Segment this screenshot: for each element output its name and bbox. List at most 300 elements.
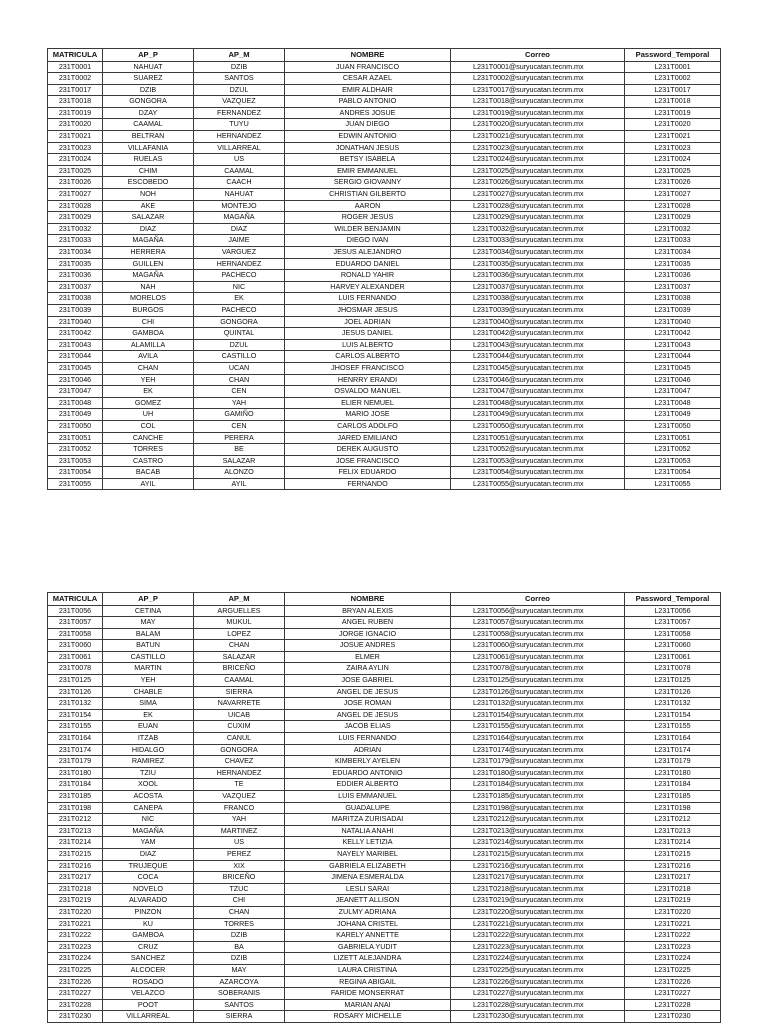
table-row	[48, 848, 721, 860]
cell-password: L231T0047	[625, 386, 721, 398]
table-row	[48, 663, 721, 675]
cell-matricula: 231T0214	[48, 837, 103, 849]
cell-ap-m: DIAZ	[194, 223, 285, 235]
table-row	[48, 640, 721, 652]
cell-ap-m: CHAN	[194, 374, 285, 386]
cell-ap-m: LOPEZ	[194, 628, 285, 640]
cell-ap-m: BRICEÑO	[194, 663, 285, 675]
cell-ap-m: SALAZAR	[194, 455, 285, 467]
cell-nombre: KARELY ANNETTE	[285, 930, 451, 942]
cell-ap-p: ACOSTA	[103, 791, 194, 803]
cell-ap-p: YEH	[103, 675, 194, 687]
cell-password: L231T0037	[625, 281, 721, 293]
table-row	[48, 119, 721, 131]
cell-matricula: 231T0226	[48, 976, 103, 988]
cell-ap-p: VILLARREAL	[103, 1011, 194, 1023]
cell-password: L231T0213	[625, 825, 721, 837]
cell-password: L231T0020	[625, 119, 721, 131]
cell-ap-p: AYIL	[103, 478, 194, 490]
cell-ap-p: CAAMAL	[103, 119, 194, 131]
cell-password: L231T0038	[625, 293, 721, 305]
cell-ap-m: MARTINEZ	[194, 825, 285, 837]
cell-ap-p: BACAB	[103, 467, 194, 479]
header-nombre: NOMBRE	[285, 593, 451, 606]
cell-nombre: EDUARDO ANTONIO	[285, 767, 451, 779]
table-row	[48, 651, 721, 663]
cell-password: L231T0029	[625, 212, 721, 224]
cell-ap-m: MAY	[194, 964, 285, 976]
cell-ap-p: NAHUAT	[103, 61, 194, 73]
cell-nombre: NAYELY MARIBEL	[285, 848, 451, 860]
cell-ap-p: SUAREZ	[103, 73, 194, 85]
cell-matricula: 231T0180	[48, 767, 103, 779]
cell-correo: L231T0198@suryucatan.tecnm.mx	[451, 802, 625, 814]
cell-ap-m: DZIB	[194, 930, 285, 942]
cell-ap-p: NIC	[103, 814, 194, 826]
table-row	[48, 883, 721, 895]
cell-nombre: BRYAN ALEXIS	[285, 605, 451, 617]
header-correo: Correo	[451, 593, 625, 606]
cell-nombre: CARLOS ALBERTO	[285, 351, 451, 363]
table-row	[48, 767, 721, 779]
cell-password: L231T0045	[625, 362, 721, 374]
cell-correo: L231T0230@suryucatan.tecnm.mx	[451, 1011, 625, 1023]
cell-correo: L231T0228@suryucatan.tecnm.mx	[451, 999, 625, 1011]
table-row	[48, 918, 721, 930]
table-row	[48, 374, 721, 386]
cell-nombre: LESLI SARAI	[285, 883, 451, 895]
cell-correo: L231T0026@suryucatan.tecnm.mx	[451, 177, 625, 189]
header-ap-m: AP_M	[194, 593, 285, 606]
cell-ap-p: CHABLE	[103, 686, 194, 698]
cell-ap-m: VARGUEZ	[194, 247, 285, 259]
cell-nombre: JUAN DIEGO	[285, 119, 451, 131]
cell-password: L231T0164	[625, 733, 721, 745]
cell-nombre: HARVEY ALEXANDER	[285, 281, 451, 293]
cell-correo: L231T0214@suryucatan.tecnm.mx	[451, 837, 625, 849]
table-row	[48, 386, 721, 398]
cell-ap-p: NOVELO	[103, 883, 194, 895]
cell-matricula: 231T0125	[48, 675, 103, 687]
cell-password: L231T0042	[625, 328, 721, 340]
cell-matricula: 231T0222	[48, 930, 103, 942]
cell-nombre: JONATHAN JESUS	[285, 142, 451, 154]
table-row	[48, 756, 721, 768]
cell-ap-m: PACHECO	[194, 304, 285, 316]
cell-correo: L231T0028@suryucatan.tecnm.mx	[451, 200, 625, 212]
table-row	[48, 304, 721, 316]
cell-ap-p: COL	[103, 420, 194, 432]
cell-password: L231T0225	[625, 964, 721, 976]
student-table-2	[47, 592, 721, 1023]
cell-nombre: ANDRES JOSUE	[285, 107, 451, 119]
cell-ap-m: PACHECO	[194, 270, 285, 282]
cell-correo: L231T0126@suryucatan.tecnm.mx	[451, 686, 625, 698]
header-ap-p: AP_P	[103, 593, 194, 606]
cell-matricula: 231T0217	[48, 872, 103, 884]
cell-ap-m: SIERRA	[194, 1011, 285, 1023]
cell-matricula: 231T0057	[48, 617, 103, 629]
cell-password: L231T0043	[625, 339, 721, 351]
cell-nombre: JOHANA CRISTEL	[285, 918, 451, 930]
cell-ap-p: AKE	[103, 200, 194, 212]
cell-ap-p: BALAM	[103, 628, 194, 640]
cell-password: L231T0024	[625, 154, 721, 166]
cell-nombre: JOSE FRANCISCO	[285, 455, 451, 467]
table-row	[48, 444, 721, 456]
cell-matricula: 231T0078	[48, 663, 103, 675]
cell-password: L231T0035	[625, 258, 721, 270]
cell-ap-m: MAGAÑA	[194, 212, 285, 224]
cell-ap-p: NOH	[103, 189, 194, 201]
cell-matricula: 231T0060	[48, 640, 103, 652]
cell-password: L231T0223	[625, 941, 721, 953]
cell-matricula: 231T0198	[48, 802, 103, 814]
table-row	[48, 467, 721, 479]
header-password: Password_Temporal	[625, 593, 721, 606]
cell-password: L231T0221	[625, 918, 721, 930]
cell-ap-m: AZARCOYA	[194, 976, 285, 988]
cell-password: L231T0054	[625, 467, 721, 479]
cell-ap-p: HERRERA	[103, 247, 194, 259]
cell-nombre: REGINA ABIGAIL	[285, 976, 451, 988]
cell-correo: L231T0042@suryucatan.tecnm.mx	[451, 328, 625, 340]
cell-ap-m: CHAN	[194, 906, 285, 918]
cell-nombre: ROSARY MICHELLE	[285, 1011, 451, 1023]
cell-ap-m: VAZQUEZ	[194, 96, 285, 108]
cell-ap-p: CASTILLO	[103, 651, 194, 663]
cell-ap-p: PINZON	[103, 906, 194, 918]
cell-nombre: ANGEL RUBEN	[285, 617, 451, 629]
cell-ap-p: CANEPA	[103, 802, 194, 814]
cell-correo: L231T0179@suryucatan.tecnm.mx	[451, 756, 625, 768]
cell-ap-m: BA	[194, 941, 285, 953]
cell-matricula: 231T0216	[48, 860, 103, 872]
cell-password: L231T0227	[625, 988, 721, 1000]
cell-ap-m: DZUL	[194, 84, 285, 96]
table-row	[48, 1011, 721, 1023]
cell-matricula: 231T0020	[48, 119, 103, 131]
cell-nombre: EMIR ALDHAIR	[285, 84, 451, 96]
cell-matricula: 231T0218	[48, 883, 103, 895]
cell-matricula: 231T0018	[48, 96, 103, 108]
cell-nombre: PABLO ANTONIO	[285, 96, 451, 108]
cell-ap-p: ALAMILLA	[103, 339, 194, 351]
cell-password: L231T0040	[625, 316, 721, 328]
cell-ap-m: HERNANDEZ	[194, 767, 285, 779]
cell-ap-m: SOBERANIS	[194, 988, 285, 1000]
cell-ap-p: GUILLEN	[103, 258, 194, 270]
table-row	[48, 906, 721, 918]
cell-ap-p: ALVARADO	[103, 895, 194, 907]
cell-matricula: 231T0029	[48, 212, 103, 224]
cell-matricula: 231T0056	[48, 605, 103, 617]
cell-matricula: 231T0174	[48, 744, 103, 756]
cell-matricula: 231T0026	[48, 177, 103, 189]
cell-matricula: 231T0051	[48, 432, 103, 444]
cell-ap-m: NAVARRETE	[194, 698, 285, 710]
table-row	[48, 686, 721, 698]
cell-ap-m: SANTOS	[194, 999, 285, 1011]
cell-correo: L231T0213@suryucatan.tecnm.mx	[451, 825, 625, 837]
cell-nombre: LUIS FERNANDO	[285, 293, 451, 305]
cell-nombre: JEANETT ALLISON	[285, 895, 451, 907]
cell-matricula: 231T0213	[48, 825, 103, 837]
cell-matricula: 231T0035	[48, 258, 103, 270]
cell-ap-m: MUKUL	[194, 617, 285, 629]
table-row	[48, 177, 721, 189]
cell-password: L231T0132	[625, 698, 721, 710]
table-row	[48, 212, 721, 224]
cell-ap-p: ALCOCER	[103, 964, 194, 976]
cell-ap-p: ITZAB	[103, 733, 194, 745]
cell-correo: L231T0212@suryucatan.tecnm.mx	[451, 814, 625, 826]
cell-correo: L231T0034@suryucatan.tecnm.mx	[451, 247, 625, 259]
table-row	[48, 154, 721, 166]
cell-nombre: KIMBERLY AYELEN	[285, 756, 451, 768]
cell-ap-p: GAMBOA	[103, 328, 194, 340]
table-row	[48, 872, 721, 884]
header-nombre: NOMBRE	[285, 49, 451, 62]
cell-ap-p: GAMBOA	[103, 930, 194, 942]
cell-ap-m: UCAN	[194, 362, 285, 374]
cell-matricula: 231T0034	[48, 247, 103, 259]
cell-password: L231T0055	[625, 478, 721, 490]
cell-ap-m: US	[194, 837, 285, 849]
cell-password: L231T0049	[625, 409, 721, 421]
cell-correo: L231T0020@suryucatan.tecnm.mx	[451, 119, 625, 131]
cell-correo: L231T0049@suryucatan.tecnm.mx	[451, 409, 625, 421]
header-row	[48, 49, 721, 62]
table-row	[48, 976, 721, 988]
cell-ap-p: CRUZ	[103, 941, 194, 953]
table-row	[48, 351, 721, 363]
cell-correo: L231T0045@suryucatan.tecnm.mx	[451, 362, 625, 374]
cell-nombre: FELIX EDUARDO	[285, 467, 451, 479]
cell-nombre: HENRRY ERANDI	[285, 374, 451, 386]
cell-ap-m: CHAN	[194, 640, 285, 652]
cell-matricula: 231T0052	[48, 444, 103, 456]
cell-matricula: 231T0220	[48, 906, 103, 918]
cell-ap-p: TZIU	[103, 767, 194, 779]
cell-correo: L231T0057@suryucatan.tecnm.mx	[451, 617, 625, 629]
cell-password: L231T0056	[625, 605, 721, 617]
cell-ap-m: FERNANDEZ	[194, 107, 285, 119]
cell-password: L231T0050	[625, 420, 721, 432]
cell-password: L231T0025	[625, 165, 721, 177]
cell-password: L231T0021	[625, 131, 721, 143]
cell-password: L231T0051	[625, 432, 721, 444]
cell-correo: L231T0021@suryucatan.tecnm.mx	[451, 131, 625, 143]
cell-matricula: 231T0221	[48, 918, 103, 930]
cell-nombre: GABRIELA ELIZABETH	[285, 860, 451, 872]
cell-nombre: ADRIAN	[285, 744, 451, 756]
cell-ap-p: UH	[103, 409, 194, 421]
cell-matricula: 231T0225	[48, 964, 103, 976]
cell-ap-p: EUAN	[103, 721, 194, 733]
cell-ap-p: TRUJEQUE	[103, 860, 194, 872]
cell-correo: L231T0044@suryucatan.tecnm.mx	[451, 351, 625, 363]
cell-correo: L231T0017@suryucatan.tecnm.mx	[451, 84, 625, 96]
cell-correo: L231T0019@suryucatan.tecnm.mx	[451, 107, 625, 119]
cell-nombre: AARON	[285, 200, 451, 212]
table-row	[48, 281, 721, 293]
cell-ap-p: BURGOS	[103, 304, 194, 316]
cell-password: L231T0036	[625, 270, 721, 282]
table-row	[48, 478, 721, 490]
cell-correo: L231T0220@suryucatan.tecnm.mx	[451, 906, 625, 918]
table-row	[48, 988, 721, 1000]
table-row	[48, 930, 721, 942]
cell-matricula: 231T0040	[48, 316, 103, 328]
cell-matricula: 231T0230	[48, 1011, 103, 1023]
cell-ap-p: VELAZCO	[103, 988, 194, 1000]
cell-password: L231T0216	[625, 860, 721, 872]
cell-password: L231T0230	[625, 1011, 721, 1023]
cell-correo: L231T0217@suryucatan.tecnm.mx	[451, 872, 625, 884]
table-row	[48, 999, 721, 1011]
cell-nombre: JOSE GABRIEL	[285, 675, 451, 687]
cell-matricula: 231T0045	[48, 362, 103, 374]
cell-nombre: LUIS ALBERTO	[285, 339, 451, 351]
header-row	[48, 593, 721, 606]
cell-password: L231T0023	[625, 142, 721, 154]
cell-password: L231T0034	[625, 247, 721, 259]
table-row	[48, 628, 721, 640]
cell-correo: L231T0027@suryucatan.tecnm.mx	[451, 189, 625, 201]
cell-correo: L231T0039@suryucatan.tecnm.mx	[451, 304, 625, 316]
cell-ap-m: DZIB	[194, 953, 285, 965]
cell-password: L231T0001	[625, 61, 721, 73]
cell-password: L231T0026	[625, 177, 721, 189]
cell-ap-p: CANCHE	[103, 432, 194, 444]
cell-nombre: RONALD YAHIR	[285, 270, 451, 282]
cell-ap-m: VILLARREAL	[194, 142, 285, 154]
cell-matricula: 231T0038	[48, 293, 103, 305]
cell-matricula: 231T0032	[48, 223, 103, 235]
cell-correo: L231T0058@suryucatan.tecnm.mx	[451, 628, 625, 640]
cell-matricula: 231T0028	[48, 200, 103, 212]
cell-ap-p: CHAN	[103, 362, 194, 374]
cell-ap-m: JAIME	[194, 235, 285, 247]
table-row	[48, 107, 721, 119]
cell-password: L231T0154	[625, 709, 721, 721]
cell-ap-p: COCA	[103, 872, 194, 884]
cell-matricula: 231T0054	[48, 467, 103, 479]
cell-matricula: 231T0037	[48, 281, 103, 293]
header-matricula: MATRICULA	[48, 49, 103, 62]
cell-ap-p: VILLAFANIA	[103, 142, 194, 154]
cell-correo: L231T0154@suryucatan.tecnm.mx	[451, 709, 625, 721]
cell-correo: L231T0125@suryucatan.tecnm.mx	[451, 675, 625, 687]
cell-correo: L231T0218@suryucatan.tecnm.mx	[451, 883, 625, 895]
cell-ap-p: TORRES	[103, 444, 194, 456]
table-row	[48, 420, 721, 432]
cell-matricula: 231T0048	[48, 397, 103, 409]
cell-password: L231T0226	[625, 976, 721, 988]
cell-ap-p: MORELOS	[103, 293, 194, 305]
cell-nombre: FERNANDO	[285, 478, 451, 490]
cell-matricula: 231T0021	[48, 131, 103, 143]
cell-nombre: EDWIN ANTONIO	[285, 131, 451, 143]
cell-correo: L231T0184@suryucatan.tecnm.mx	[451, 779, 625, 791]
cell-password: L231T0057	[625, 617, 721, 629]
cell-ap-p: SANCHEZ	[103, 953, 194, 965]
cell-ap-p: MAGAÑA	[103, 270, 194, 282]
cell-nombre: LAURA CRISTINA	[285, 964, 451, 976]
cell-matricula: 231T0185	[48, 791, 103, 803]
cell-correo: L231T0035@suryucatan.tecnm.mx	[451, 258, 625, 270]
cell-matricula: 231T0053	[48, 455, 103, 467]
cell-matricula: 231T0025	[48, 165, 103, 177]
table-row	[48, 709, 721, 721]
cell-nombre: MARIAN ANAI	[285, 999, 451, 1011]
cell-password: L231T0033	[625, 235, 721, 247]
cell-correo: L231T0078@suryucatan.tecnm.mx	[451, 663, 625, 675]
cell-ap-m: CEN	[194, 420, 285, 432]
cell-correo: L231T0061@suryucatan.tecnm.mx	[451, 651, 625, 663]
cell-ap-m: SALAZAR	[194, 651, 285, 663]
cell-ap-p: BATUN	[103, 640, 194, 652]
cell-ap-p: MAGAÑA	[103, 235, 194, 247]
cell-nombre: JARED EMILIANO	[285, 432, 451, 444]
cell-matricula: 231T0212	[48, 814, 103, 826]
cell-password: L231T0048	[625, 397, 721, 409]
cell-password: L231T0018	[625, 96, 721, 108]
cell-ap-m: VAZQUEZ	[194, 791, 285, 803]
cell-password: L231T0218	[625, 883, 721, 895]
cell-ap-p: CASTRO	[103, 455, 194, 467]
cell-matricula: 231T0228	[48, 999, 103, 1011]
cell-ap-p: XOOL	[103, 779, 194, 791]
cell-correo: L231T0051@suryucatan.tecnm.mx	[451, 432, 625, 444]
cell-ap-m: SIERRA	[194, 686, 285, 698]
cell-correo: L231T0001@suryucatan.tecnm.mx	[451, 61, 625, 73]
cell-correo: L231T0155@suryucatan.tecnm.mx	[451, 721, 625, 733]
table-row	[48, 455, 721, 467]
cell-nombre: EDDIER ALBERTO	[285, 779, 451, 791]
table-row	[48, 61, 721, 73]
table-row	[48, 293, 721, 305]
cell-password: L231T0078	[625, 663, 721, 675]
cell-password: L231T0058	[625, 628, 721, 640]
cell-ap-p: BELTRAN	[103, 131, 194, 143]
cell-correo: L231T0036@suryucatan.tecnm.mx	[451, 270, 625, 282]
cell-nombre: EMIR EMMANUEL	[285, 165, 451, 177]
cell-matricula: 231T0019	[48, 107, 103, 119]
cell-nombre: FARIDE MONSERRAT	[285, 988, 451, 1000]
cell-correo: L231T0048@suryucatan.tecnm.mx	[451, 397, 625, 409]
cell-ap-p: GONGORA	[103, 96, 194, 108]
cell-ap-p: DZAY	[103, 107, 194, 119]
cell-correo: L231T0040@suryucatan.tecnm.mx	[451, 316, 625, 328]
cell-matricula: 231T0058	[48, 628, 103, 640]
cell-password: L231T0027	[625, 189, 721, 201]
table-row	[48, 223, 721, 235]
cell-matricula: 231T0224	[48, 953, 103, 965]
table-row	[48, 235, 721, 247]
table-row	[48, 779, 721, 791]
table-row	[48, 409, 721, 421]
cell-nombre: GUADALUPE	[285, 802, 451, 814]
cell-matricula: 231T0042	[48, 328, 103, 340]
cell-correo: L231T0227@suryucatan.tecnm.mx	[451, 988, 625, 1000]
cell-ap-m: BE	[194, 444, 285, 456]
table-row	[48, 837, 721, 849]
cell-ap-p: DIAZ	[103, 223, 194, 235]
header-password: Password_Temporal	[625, 49, 721, 62]
cell-matricula: 231T0002	[48, 73, 103, 85]
